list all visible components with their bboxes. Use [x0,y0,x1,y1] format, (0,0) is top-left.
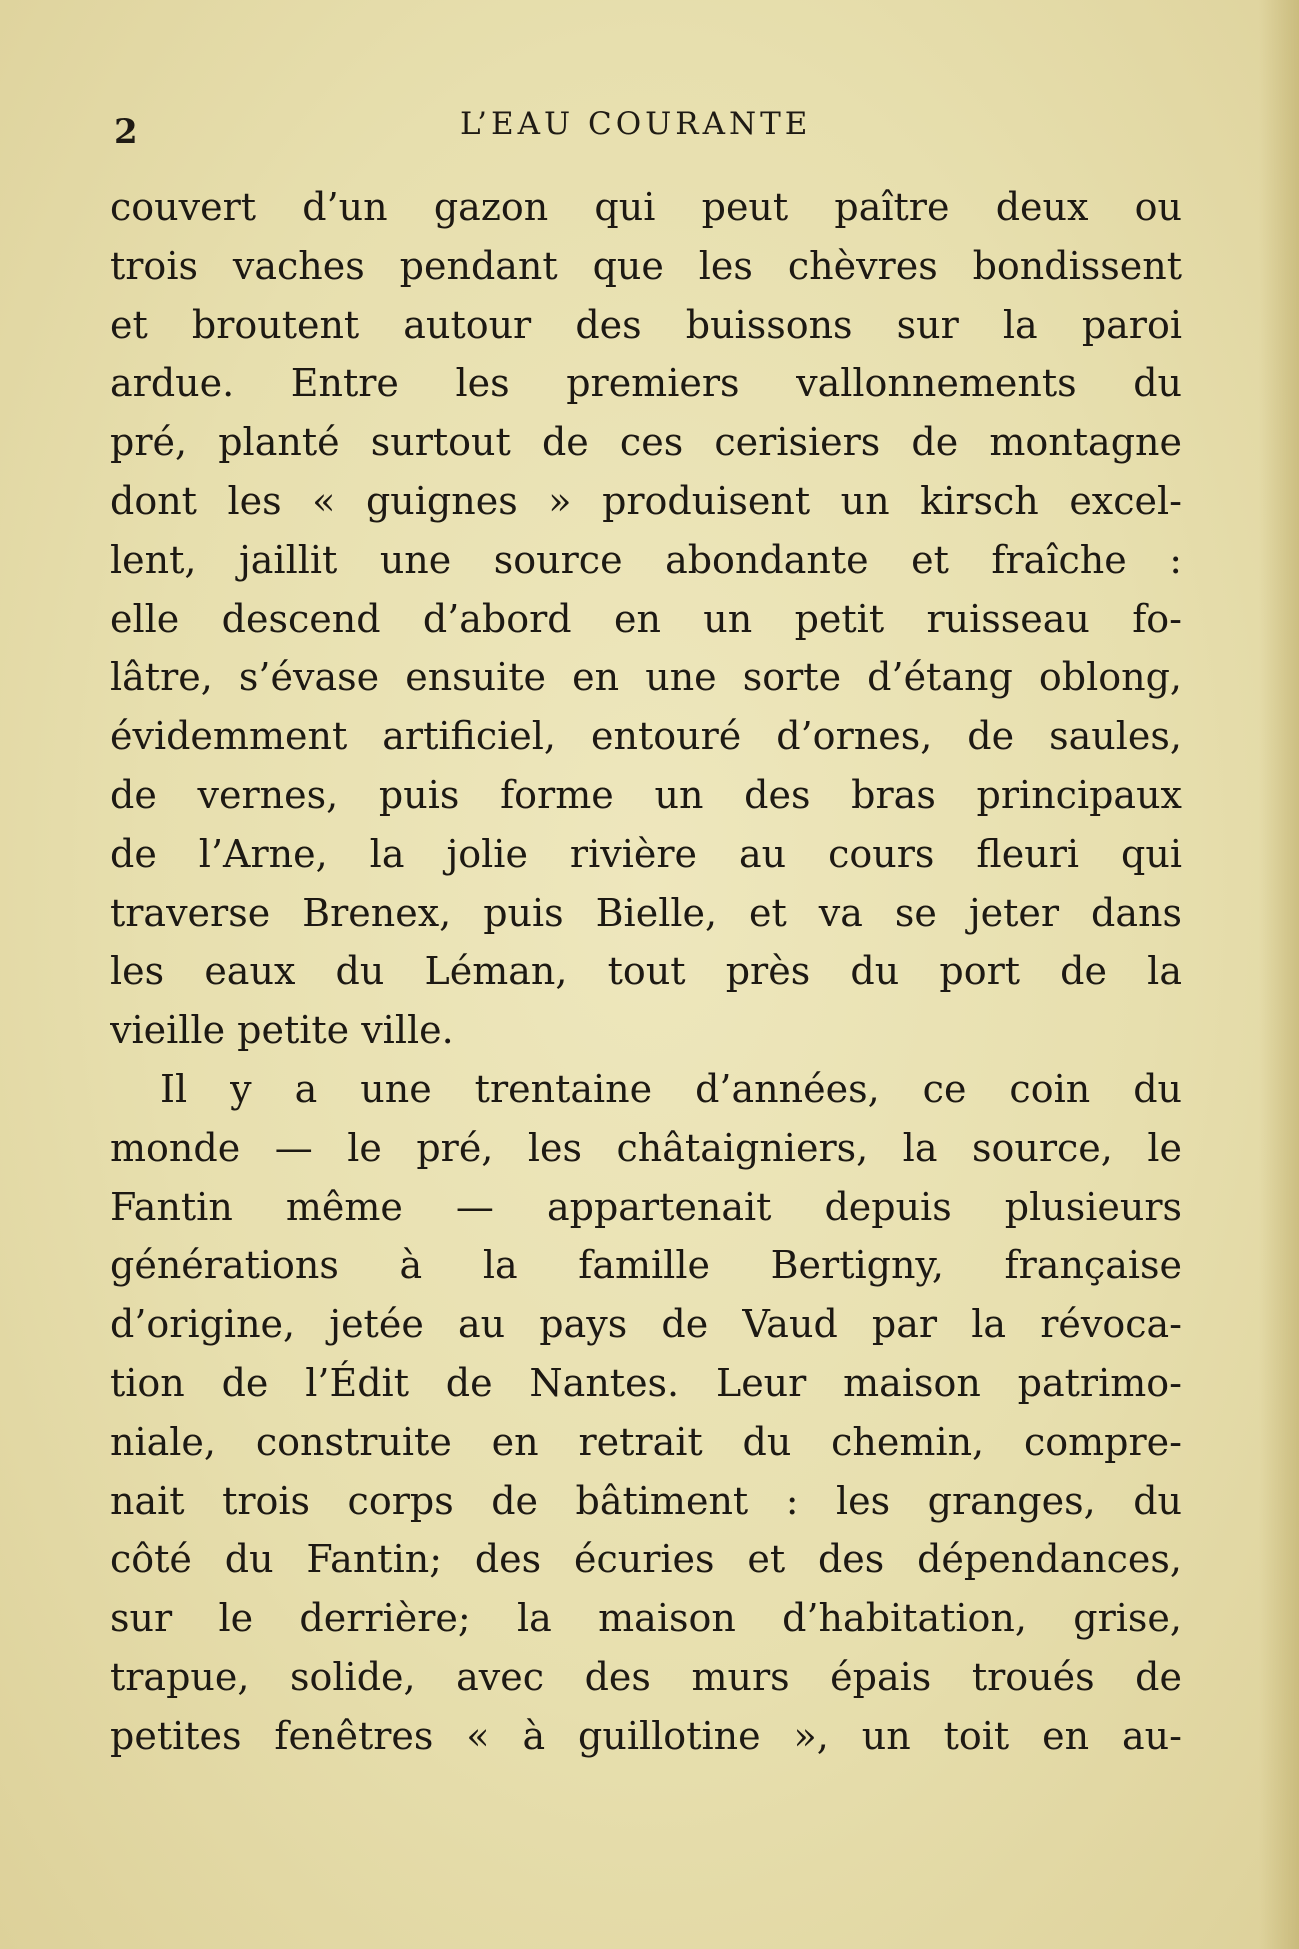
text-line: ardue. Entre les premiers vallonnements du [110,361,1182,406]
text-line: les eaux du Léman, tout près du port de la [110,949,1182,994]
text-line: monde — le pré, les châtaigniers, la source, le [110,1125,1182,1170]
text-line: Fantin même — appartenait depuis plusieurs [110,1184,1182,1229]
page-number: 2 [114,112,138,152]
page-header [110,104,1180,154]
body-text [110,178,1182,1766]
text-line: vieille petite ville. [110,1008,454,1053]
text-line: lâtre, s’évase ensuite en une sorte d’étang oblong, [110,655,1182,700]
text-line: de vernes, puis forme un des bras principaux [110,772,1182,817]
text-line: générations à la famille Bertigny, française [110,1243,1182,1288]
running-title: L’EAU COURANTE [460,106,812,142]
text-line: tion de l’Édit de Nantes. Leur maison patrimo- [110,1360,1182,1405]
text-line: sur le derrière; la maison d’habitation, grise, [110,1596,1182,1641]
text-line: couvert d’un gazon qui peut paître deux ou [110,185,1182,229]
text-line: et broutent autour des buissons sur la paroi [110,302,1182,347]
text-line: côté du Fantin; des écuries et des dépendances, [110,1537,1182,1582]
text-line: d’origine, jetée au pays de Vaud par la révoca- [110,1302,1182,1347]
text-line: niale, construite en retrait du chemin, compre- [110,1419,1182,1464]
text-line: trapue, solide, avec des murs épais troués de [110,1654,1182,1699]
text-line: pré, planté surtout de ces cerisiers de montagne [110,420,1182,465]
text-line: dont les « guignes » produisent un kirsch excel- [110,478,1182,523]
text-line: nait trois corps de bâtiment : les granges, du [110,1478,1182,1523]
text-line: elle descend d’abord en un petit ruisseau fo- [110,596,1182,641]
text-line: évidemment artificiel, entouré d’ornes, de saules, [110,714,1182,759]
text-line: Il y a une trentaine d’années, ce coin du [160,1066,1182,1111]
text-line: lent, jaillit une source abondante et fraîche : [110,537,1182,582]
text-line: petites fenêtres « à guillotine », un toit en au- [110,1713,1182,1758]
text-line: traverse Brenex, puis Bielle, et va se jeter dans [110,890,1182,935]
page-edge-shadow [1259,0,1299,1949]
text-line: trois vaches pendant que les chèvres bondissent [110,243,1182,288]
text-line: de l’Arne, la jolie rivière au cours fleuri qui [110,831,1182,876]
